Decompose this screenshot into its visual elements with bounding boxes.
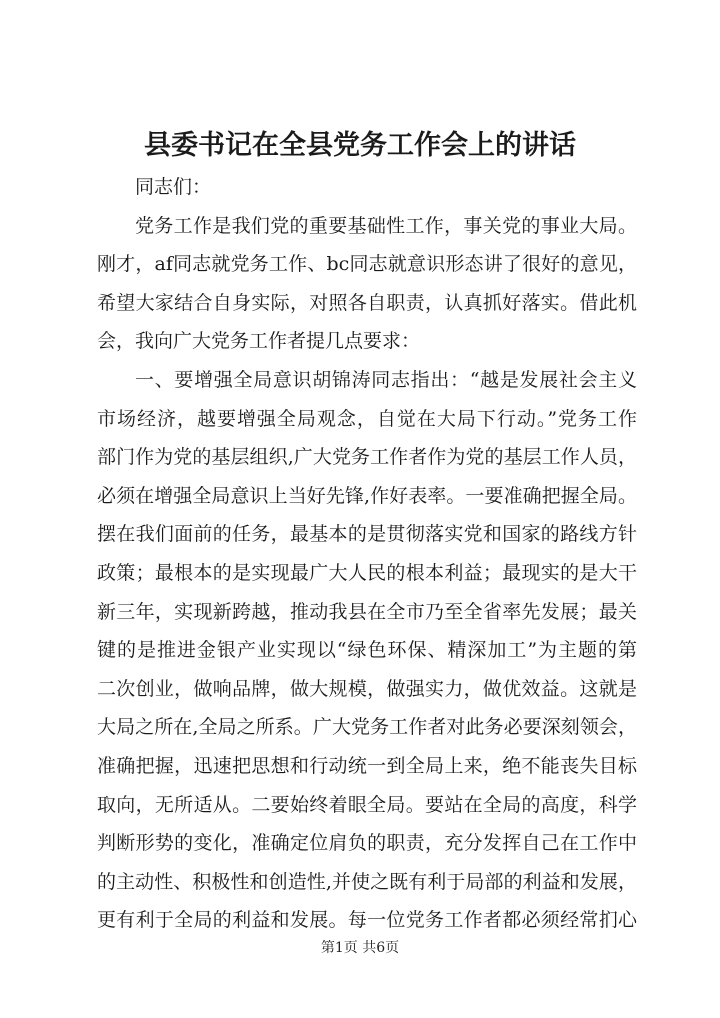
paragraph-line: 准确把握，迅速把思想和行动统一到全局上来，绝不能丧失目标 [97,754,637,777]
paragraph-line: 一、要增强全局意识胡锦涛同志指出：“越是发展社会主义 [135,368,637,391]
document-title: 县委书记在全县党务工作会上的讲话 [144,130,576,161]
document-body [97,168,637,940]
paragraph-line: 的主动性、积极性和创造性,并使之既有利于局部的利益和发展， [97,870,637,893]
paragraph-line: 新三年，实现新跨越，推动我县在全市乃至全省率先发展；最关 [97,600,637,623]
paragraph-line: 会，我向广大党务工作者提几点要求： [97,330,421,353]
paragraph-line: 党务工作是我们党的重要基础性工作，事关党的事业大局。 [135,214,637,237]
paragraph-line: 部门作为党的基层组织,广大党务工作者作为党的基层工作人员， [97,446,637,469]
page-footer: 第1页 共6页 [320,940,400,956]
paragraph-line: 键的是推进金银产业实现以“绿色环保、精深加工”为主题的第 [97,639,637,662]
paragraph-line: 希望大家结合自身实际，对照各自职责，认真抓好落实。借此机 [97,291,637,314]
salutation-line: 同志们： [135,176,212,198]
paragraph-line: 政策；最根本的是实现最广大人民的根本利益；最现实的是大干 [97,561,637,584]
paragraph-line: 判断形势的变化，准确定位肩负的职责，充分发挥自己在工作中 [97,832,637,855]
paragraph-line: 二次创业，做响品牌，做大规模，做强实力，做优效益。这就是 [97,677,637,700]
paragraph-line: 刚才，af同志就党务工作、bc同志就意识形态讲了很好的意见， [97,253,637,276]
paragraph-line: 更有利于全局的利益和发展。每一位党务工作者都必须经常扪心 [97,909,637,932]
paragraph-line: 市场经济，越要增强全局观念，自觉在大局下行动。”党务工作 [97,407,637,430]
paragraph-line: 取向，无所适从。二要始终着眼全局。要站在全局的高度，科学 [97,793,637,816]
paragraph-line: 必须在增强全局意识上当好先锋,作好表率。一要准确把握全局。 [97,484,637,507]
paragraph-line: 大局之所在,全局之所系。广大党务工作者对此务必要深刻领会， [97,716,637,739]
paragraph-line: 摆在我们面前的任务，最基本的是贯彻落实党和国家的路线方针 [97,523,637,546]
